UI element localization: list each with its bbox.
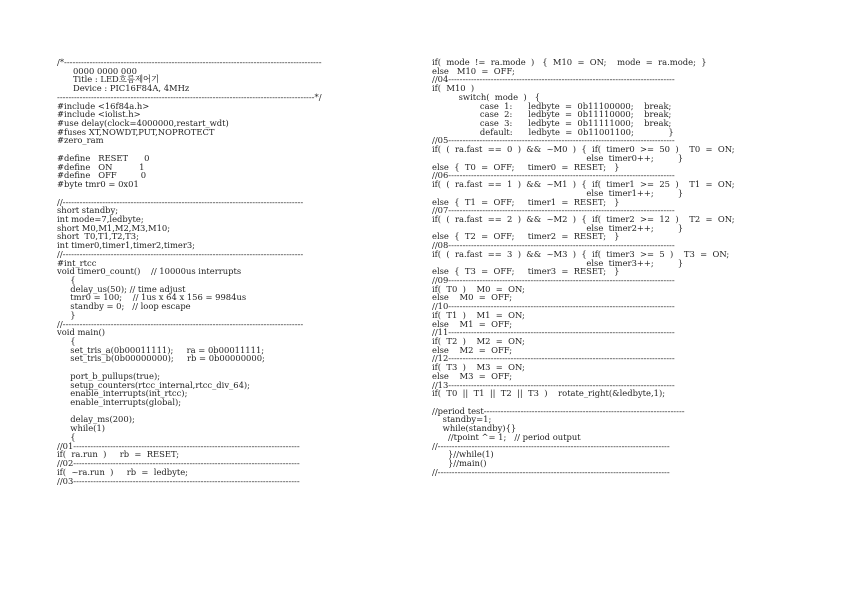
code-line: short standby; [57,205,119,216]
code-line: switch( mode ) { [432,91,541,102]
code-line: short T0,T1,T2,T3; [57,231,139,242]
left-code-column [57,58,407,485]
code-line: #define RESET 0 [57,152,150,163]
code-line: //------------------------------------------------------------------------------------- [57,196,304,207]
code-line: setup_counters(rtcc_internal,rtcc_div_64); [57,379,250,390]
code-line: //06-------------------------------------------------------------------------------- [432,170,675,181]
code-line: #use delay(clock=4000000,restart_wdt) [57,118,229,129]
code-line: if( ( ra.fast == 1 ) && ~M1 ) { if( timer1 >= 25 ) T1 = ON; [432,179,735,190]
code-line: if( T2 ) M2 = ON; [432,336,525,346]
code-line: if( ( ra.fast == 3 ) && ~M3 ) { if( timer3 >= 5 ) T3 = ON; [432,248,730,259]
code-line: if( ( ra.fast == 0 ) && ~M0 ) { if( timer0 >= 50 ) T0 = ON; [432,144,735,155]
code-line: }//main() [432,458,487,469]
code-line: else { T0 = OFF; timer0 = RESET; } [432,161,620,172]
code-line: //---------------------------------------------------------------------------------- [432,440,670,451]
code-line: //11-------------------------------------------------------------------------------- [432,327,675,338]
code-line: //09-------------------------------------------------------------------------------- [432,274,675,285]
code-line: delay_ms(200); [57,414,135,425]
code-line: #int_rtcc [57,257,97,268]
right-code-column [432,58,772,477]
code-line: //03-------------------------------------------------------------------------------- [57,475,300,486]
code-line: if( T0 || T1 || T2 || T3 ) rotate_right(&ledbyte,1); [432,388,666,399]
code-line: default: ledbyte = 0b11001100; } [432,126,674,137]
code-line: //---------------------------------------------------------------------------------- [432,466,670,477]
code-line: else { T3 = OFF; timer3 = RESET; } [432,266,620,277]
code-line: else M3 = OFF; [432,370,513,381]
code-line: short M0,M1,M2,M3,M10; [57,222,171,233]
code-line: { [57,336,76,346]
code-line: else M2 = OFF; [432,344,513,355]
code-line: #fuses XT,NOWDT,PUT,NOPROTECT [57,126,215,137]
code-line: -------------------------------------------------------------------------------------------*/ [57,91,322,102]
code-line: case 3: ledbyte = 0b11111000; break; [432,118,672,129]
code-line: else { T2 = OFF; timer2 = RESET; } [432,231,620,242]
code-line: delay_us(50); // time adjust [57,283,186,294]
code-line: void main() [57,327,106,338]
code-line: Device : PIC16F84A, 4MHz [57,83,190,94]
code-line: { [57,431,76,442]
code-line: if( T3 ) M3 = ON; [432,362,525,373]
code-line: if( ( ra.fast == 2 ) && ~M2 ) { if( timer2 >= 12 ) T2 = ON; [432,213,735,224]
code-line: enable_interrupts(int_rtcc); [57,388,188,399]
code-line: } [57,309,76,320]
code-line: /*------------------------------------------------------------------------------------------- [57,57,322,67]
code-line: //------------------------------------------------------------------------------------- [57,248,304,259]
code-line: #include <iolist.h> [57,109,141,120]
code-line: set_tris_a(0b00011111); ra = 0b00011111; [57,344,265,355]
code-line: //10-------------------------------------------------------------------------------- [432,301,675,312]
code-line: int timer0,timer1,timer2,timer3; [57,240,196,251]
code-line: else timer0++; } [432,152,684,163]
code-line: else M0 = OFF; [432,292,513,303]
code-line: else M1 = OFF; [432,318,513,329]
code-line: if( T0 ) M0 = ON; [432,283,525,294]
code-line: int mode=7,ledbyte; [57,213,144,224]
code-line: case 1: ledbyte = 0b11100000; break; [432,100,672,111]
code-line: //tpoint ^= 1; // period output [432,431,581,442]
code-line: else timer1++; } [432,187,684,198]
code-line: //13-------------------------------------------------------------------------------- [432,379,675,390]
code-line: 0000 0000 000 [57,65,137,76]
code-line: set_tris_b(0b00000000); rb = 0b00000000; [57,353,265,364]
code-line: if( M10 ) [432,83,475,94]
code-line: standby = 0; // loop escape [57,301,191,312]
code-line: }//while(1) [432,449,494,460]
code-line: else { T1 = OFF; timer1 = RESET; } [432,196,620,207]
code-line: if( mode != ra.mode ) { M10 = ON; mode = ra.mode; } [432,57,707,67]
code-line: while(1) [57,423,106,434]
code-line: //07-------------------------------------------------------------------------------- [432,205,675,216]
code-line: { [57,274,76,285]
code-line: //04-------------------------------------------------------------------------------- [432,74,675,85]
code-line: //period test----------------------------------------------------------------------- [432,405,685,416]
code-line: #zero_ram [57,135,104,146]
code-line: #byte tmr0 = 0x01 [57,179,139,190]
code-line: #include <16f84a.h> [57,100,150,111]
code-line: while(standby){} [432,423,517,434]
code-line: if( T1 ) M1 = ON; [432,309,525,320]
code-line: //08-------------------------------------------------------------------------------- [432,240,675,251]
code-line: #define OFF 0 [57,170,147,181]
code-line: if( ~ra.run ) rb = ledbyte; [57,466,189,477]
code-line: standby=1; [432,414,492,425]
code-line: enable_interrupts(global); [57,397,182,408]
code-line: else M10 = OFF; [432,65,515,76]
code-line: #define ON 1 [57,161,145,172]
code-line: //------------------------------------------------------------------------------------- [57,318,304,329]
code-line: //01-------------------------------------------------------------------------------- [57,440,300,451]
code-line: port_b_pullups(true); [57,370,161,381]
code-line: //12-------------------------------------------------------------------------------- [432,353,675,364]
code-line: //02-------------------------------------------------------------------------------- [57,458,300,469]
code-line: void timer0_count() // 10000us interrupts [57,266,242,277]
code-line: tmr0 = 100; // 1us x 64 x 156 = 9984us [57,292,247,303]
code-line: Title : LED흐름제어기 [57,74,160,85]
code-line: else timer2++; } [432,222,684,233]
code-line: //05-------------------------------------------------------------------------------- [432,135,675,146]
code-line: else timer3++; } [432,257,684,268]
code-line: if( ra.run ) rb = RESET; [57,449,180,460]
code-line: case 2: ledbyte = 0b11110000; break; [432,109,672,120]
